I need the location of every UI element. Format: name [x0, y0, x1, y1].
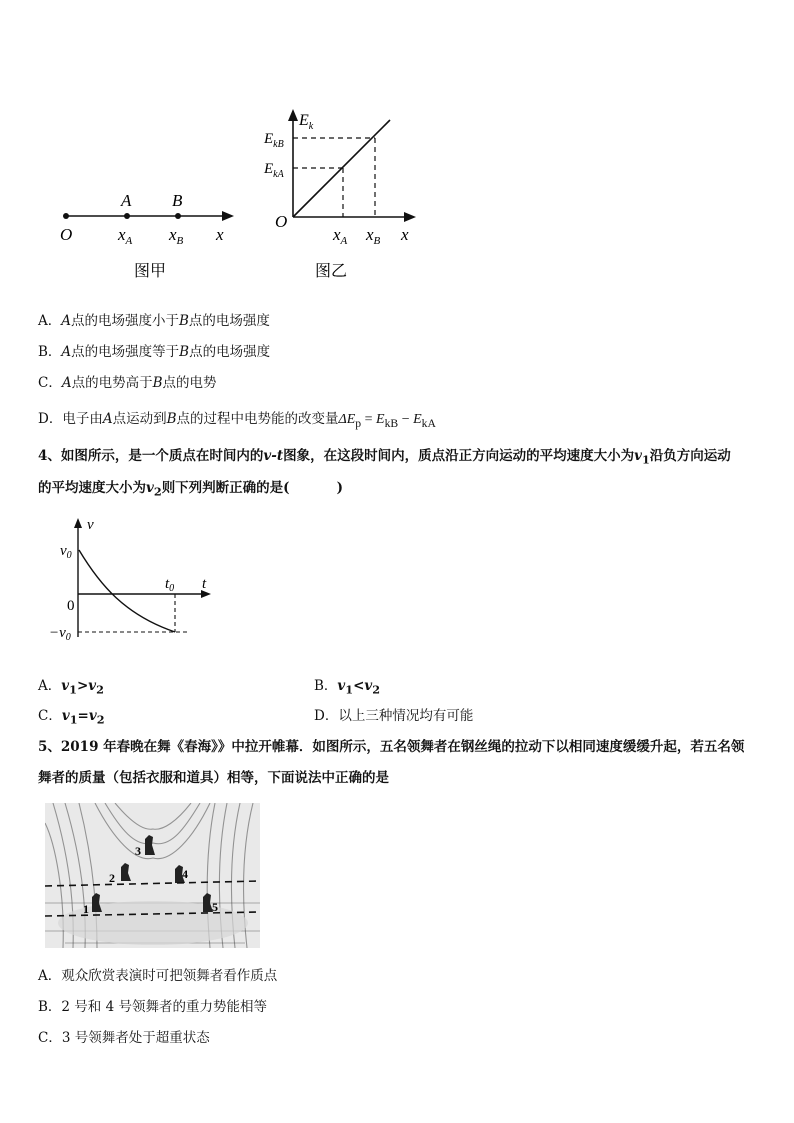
q3-option-c[interactable]: C．A点的电势高于B点的电势	[38, 375, 217, 391]
q5-stage-photo	[45, 803, 260, 948]
x-axis-label: x	[216, 225, 224, 244]
tick-xb-label: $x_B$	[169, 225, 184, 247]
q5-option-b[interactable]: B．2 号和 4 号领舞者的重力势能相等	[38, 999, 267, 1015]
x-axis-arrow	[222, 211, 234, 221]
dancer-1-label: 1	[83, 902, 89, 916]
q4-stem-line1: 4、如图所示，是一个质点在时间内的v-t图象，在这段时间内，质点沿正方向运动的平均速度大小为$v_1$沿负方向运动	[38, 448, 731, 467]
neg-v0-label: $-v_0$	[49, 625, 71, 643]
point-a-dot	[124, 213, 130, 219]
q4-option-d[interactable]: D．以上三种情况均有可能	[314, 708, 474, 724]
caption-jia: 图甲	[134, 261, 167, 280]
y-axis-arrow	[288, 109, 298, 121]
x-axis-label: x	[401, 225, 409, 244]
q5-stem-line1: 5、2019 年春晚在舞《春海》》中拉开帷幕．如图所示，五名领舞者在钢丝绳的拉动下以相同速度缓缓升起，若五名领	[38, 739, 745, 755]
q3-option-b[interactable]: B．A点的电场强度等于B点的电场强度	[38, 344, 271, 360]
y-axis-label: $E_k$	[299, 112, 314, 132]
origin-label: O	[275, 212, 288, 231]
tick-xa-label: $x_A$	[118, 225, 133, 247]
q4-vt-graph	[45, 515, 225, 645]
q5-option-a[interactable]: A．观众欣赏表演时可把领舞者看作质点	[38, 968, 278, 984]
t-axis-label: t	[202, 576, 207, 592]
origin-dot	[63, 213, 69, 219]
dancer-3-label: 3	[135, 844, 141, 858]
velocity-curve	[79, 550, 175, 632]
q5-stem-line2: 舞者的质量（包括衣服和道具）相等，下面说法中正确的是	[38, 770, 389, 786]
q4-option-b[interactable]: B．$v_1<v_2$	[314, 678, 381, 697]
dancer-2-label: 2	[109, 871, 115, 885]
caption-yi: 图乙	[315, 261, 348, 280]
q4-option-c[interactable]: C．$v_1=v_2$	[38, 708, 105, 727]
t0-label: $t_0$	[165, 576, 175, 594]
xa-label: $x_A$	[333, 225, 348, 247]
ekb-label: $E_{kB}$	[264, 131, 284, 150]
x-axis-arrow	[404, 212, 416, 222]
v-axis-label: v	[87, 517, 94, 533]
point-a-label: A	[121, 191, 132, 210]
delta-ep-formula: $\Delta E_p = E_{kB} - E_{kA}$	[338, 412, 436, 430]
point-b-dot	[175, 213, 181, 219]
origin-label: O	[60, 225, 73, 244]
q4-option-a[interactable]: A．$v_1>v_2$	[38, 678, 104, 697]
q4-stem-line2: 的平均速度大小为$v_2$则下列判断正确的是( )	[38, 480, 343, 499]
eka-label: $E_{kA}$	[264, 161, 284, 180]
q3-option-a[interactable]: A．A点的电场强度小于B点的电场强度	[38, 313, 270, 329]
v-axis-arrow	[74, 518, 82, 528]
figure-jia	[50, 180, 250, 290]
q3-option-d[interactable]: D．电子由A点运动到B点的过程中电势能的改变量$\Delta E_p = E_{kB} - E_{kA}$	[38, 411, 436, 430]
q5-option-c[interactable]: C．3 号领舞者处于超重状态	[38, 1030, 210, 1046]
figure-yi	[255, 105, 430, 290]
xb-label: $x_B$	[366, 225, 381, 247]
v0-label: $v_0$	[60, 543, 72, 561]
dancer-5-label: 5	[212, 900, 218, 914]
origin-label: 0	[67, 598, 75, 614]
dancer-4-label: 4	[182, 867, 188, 881]
point-b-label: B	[172, 191, 183, 210]
